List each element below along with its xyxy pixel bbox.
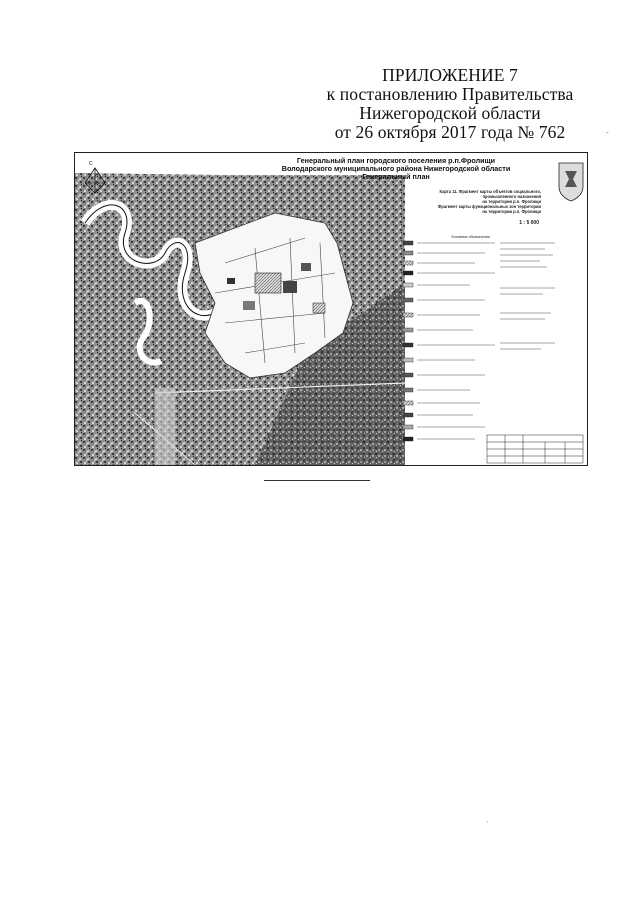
map-subtitle-line5: на территории р.п. Фролищи — [482, 209, 541, 215]
drawing-stamp — [487, 435, 583, 463]
map-title — [251, 157, 541, 182]
separator-line — [264, 480, 370, 481]
appendix-resolution-line: к постановлению Правительства — [326, 84, 574, 104]
appendix-heading — [300, 66, 600, 142]
margin-tick-mark: - — [606, 128, 609, 137]
map-subtitle-line3: на территории р.п. Фролищи — [482, 199, 541, 205]
margin-dot-mark: · — [486, 818, 489, 827]
map-subtitle-line1: Карта 11. Фрагмент карты объектов социального, — [439, 189, 541, 194]
industrial-zone — [255, 273, 281, 293]
map-title-line2: Володарского муниципального района Нижегородской области — [281, 164, 511, 174]
map-sheet — [74, 152, 588, 466]
legend-block — [403, 241, 555, 441]
svg-text:С: С — [89, 161, 93, 167]
map-subtitle-line4: Фрагмент карты функциональных зон территории — [437, 204, 541, 210]
appendix-date-line: от 26 октября 2017 года № 762 — [334, 122, 566, 142]
map-subtitle — [391, 189, 541, 214]
legend-title: Условные обозначения — [451, 235, 490, 239]
map-subtitle-line2: промышленного назначения — [482, 194, 541, 200]
coat-of-arms-icon — [559, 163, 583, 201]
appendix-region-line: Нижегородской области — [359, 103, 541, 123]
map-scale: 1 : 5 000 — [519, 220, 539, 226]
appendix-number: ПРИЛОЖЕНИЕ 7 — [382, 65, 518, 85]
map-title-line3: Генеральный план — [362, 172, 430, 182]
map-title-line1: Генеральный план городского поселения р.п.Фролищи — [296, 156, 496, 165]
